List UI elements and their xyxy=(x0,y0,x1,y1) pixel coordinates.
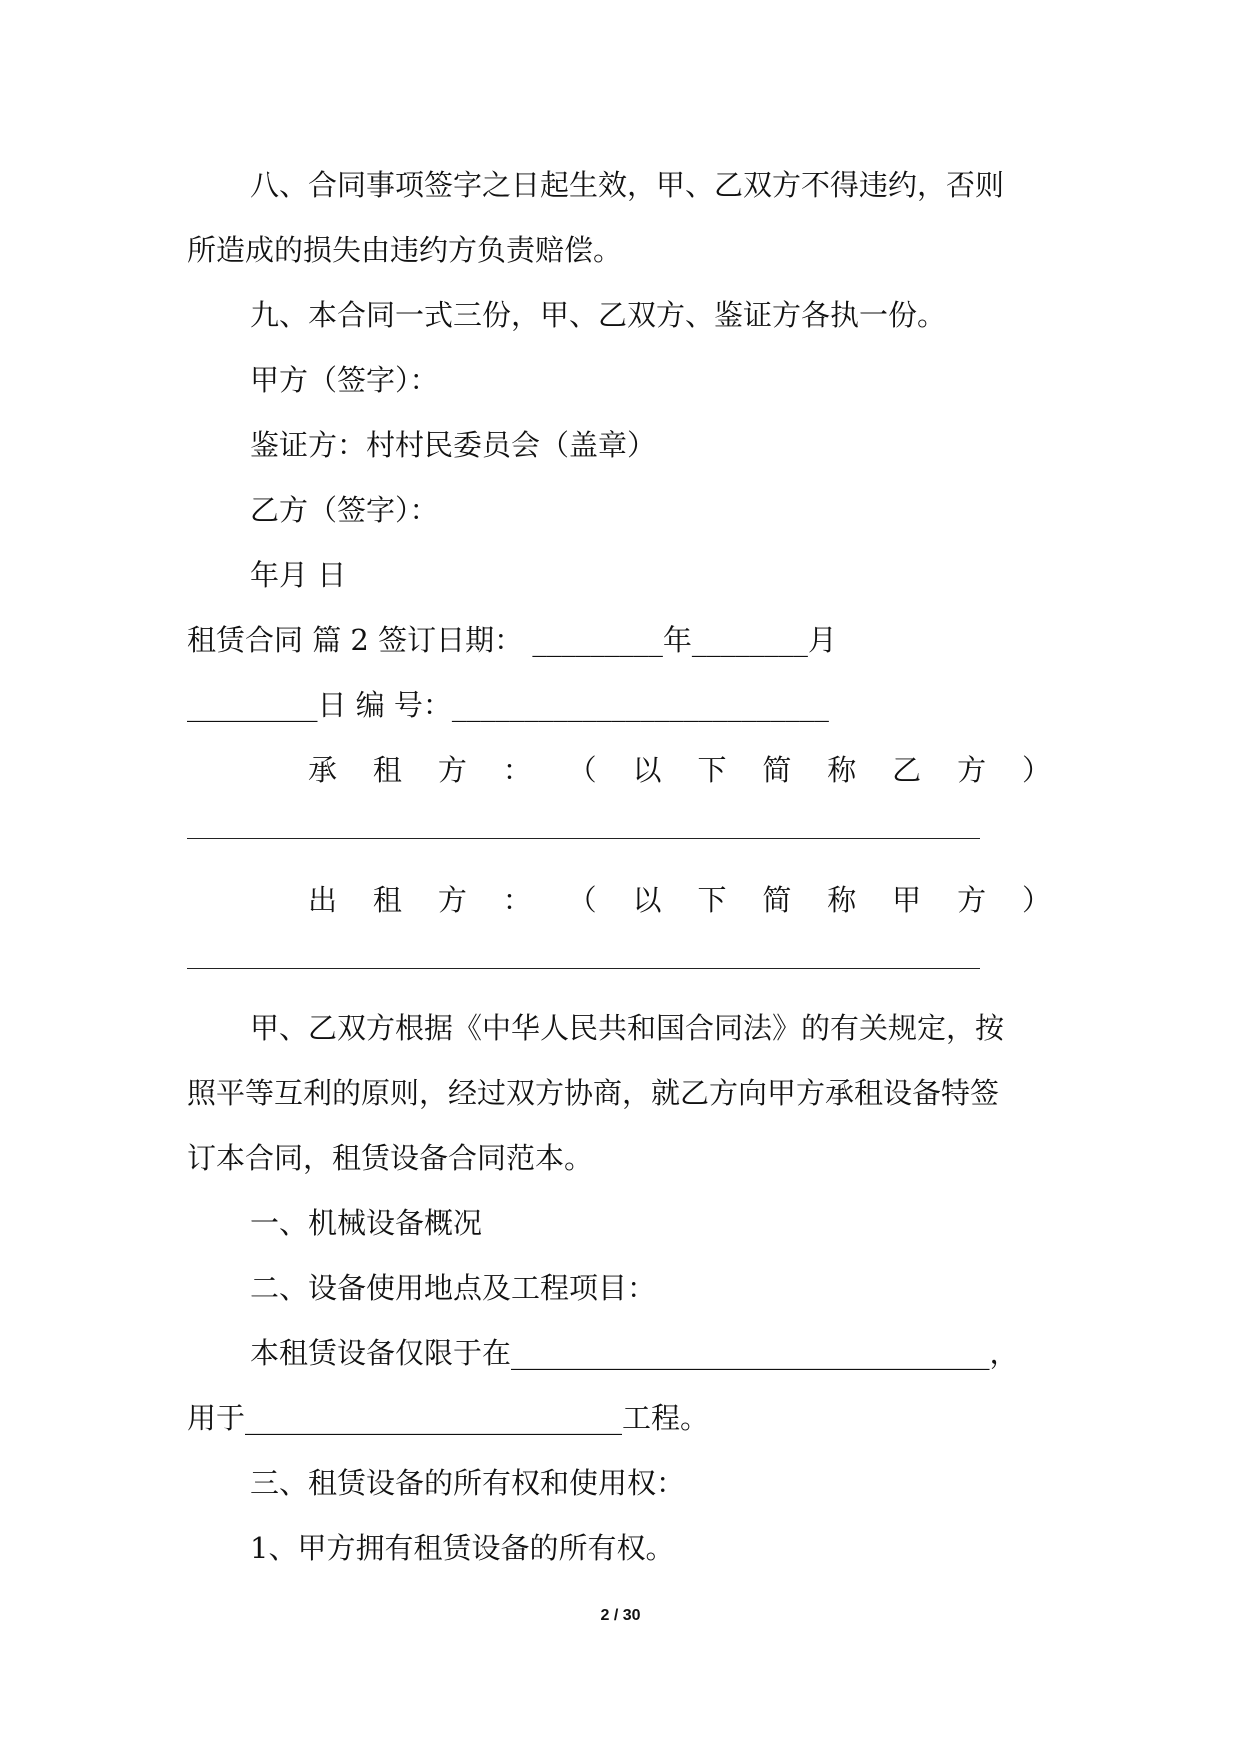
lessor-char: 称 xyxy=(827,883,857,917)
witness-seal: 鉴证方：村村民委员会（盖章） xyxy=(250,428,657,462)
lessor-char: （ xyxy=(567,883,597,917)
clause-8-line-1: 八、合同事项签字之日起生效，甲、乙双方不得违约，否则 xyxy=(250,168,1005,202)
lessee-char: 下 xyxy=(697,753,727,787)
section-3-heading: 三、租赁设备的所有权和使用权： xyxy=(250,1466,686,1500)
lessee-char: 称 xyxy=(827,753,857,787)
lessee-char: ： xyxy=(502,753,532,787)
section-1-heading: 一、机械设备概况 xyxy=(250,1206,483,1240)
party-a-signature: 甲方（签字）： xyxy=(250,363,439,397)
section-2-heading: 二、设备使用地点及工程项目： xyxy=(250,1271,657,1305)
lessee-char: 承 xyxy=(308,753,338,787)
lessee-char: 方 xyxy=(957,753,987,787)
clause-9: 九、本合同一式三份，甲、乙双方、鉴证方各执一份。 xyxy=(250,298,947,332)
page-number: 2 / 30 xyxy=(600,1607,641,1624)
lessor-label xyxy=(308,880,1051,920)
lessee-char: 简 xyxy=(762,753,792,787)
lessor-char: 租 xyxy=(372,883,402,917)
lessor-char: 以 xyxy=(632,883,662,917)
lessee-char: 方 xyxy=(437,753,467,787)
lessor-char: 甲 xyxy=(892,883,922,917)
lessee-char: 租 xyxy=(372,753,402,787)
lessee-label xyxy=(308,750,1051,790)
lessor-char: 出 xyxy=(308,883,338,917)
lessor-char: 简 xyxy=(762,883,792,917)
lessor-char: 方 xyxy=(437,883,467,917)
intro-line-2: 照平等互利的原则，经过双方协商，就乙方向甲方承租设备特签 xyxy=(187,1076,1000,1110)
intro-line-3: 订本合同，租赁设备合同范本。 xyxy=(187,1141,594,1175)
lessee-blank-rule xyxy=(187,838,980,839)
date-line: 年月 日 xyxy=(250,558,347,592)
contract-number-line: _________日 编 号：__________________________ xyxy=(187,688,829,722)
clause-8-line-2: 所造成的损失由违约方负责赔偿。 xyxy=(187,233,623,267)
lessor-char: ） xyxy=(1021,883,1051,917)
lessee-char: 以 xyxy=(632,753,662,787)
lessor-char: 下 xyxy=(697,883,727,917)
lessor-char: ： xyxy=(502,883,532,917)
lessor-char: 方 xyxy=(957,883,987,917)
intro-line-1: 甲、乙双方根据《中华人民共和国合同法》的有关规定，按 xyxy=(250,1011,1005,1045)
lessee-char: 乙 xyxy=(892,753,922,787)
party-b-signature: 乙方（签字）： xyxy=(250,493,439,527)
location-line: 本租赁设备仅限于在_________________________________， xyxy=(250,1336,1019,1370)
contract-2-title-line: 租赁合同 篇 2 签订日期： _________年________月 xyxy=(187,623,837,657)
item-1: 1、甲方拥有租赁设备的所有权。 xyxy=(250,1531,675,1565)
lessor-blank-rule xyxy=(187,968,980,969)
lessee-char: ） xyxy=(1021,753,1051,787)
lessee-char: （ xyxy=(567,753,597,787)
project-line: 用于__________________________工程。 xyxy=(187,1401,710,1435)
